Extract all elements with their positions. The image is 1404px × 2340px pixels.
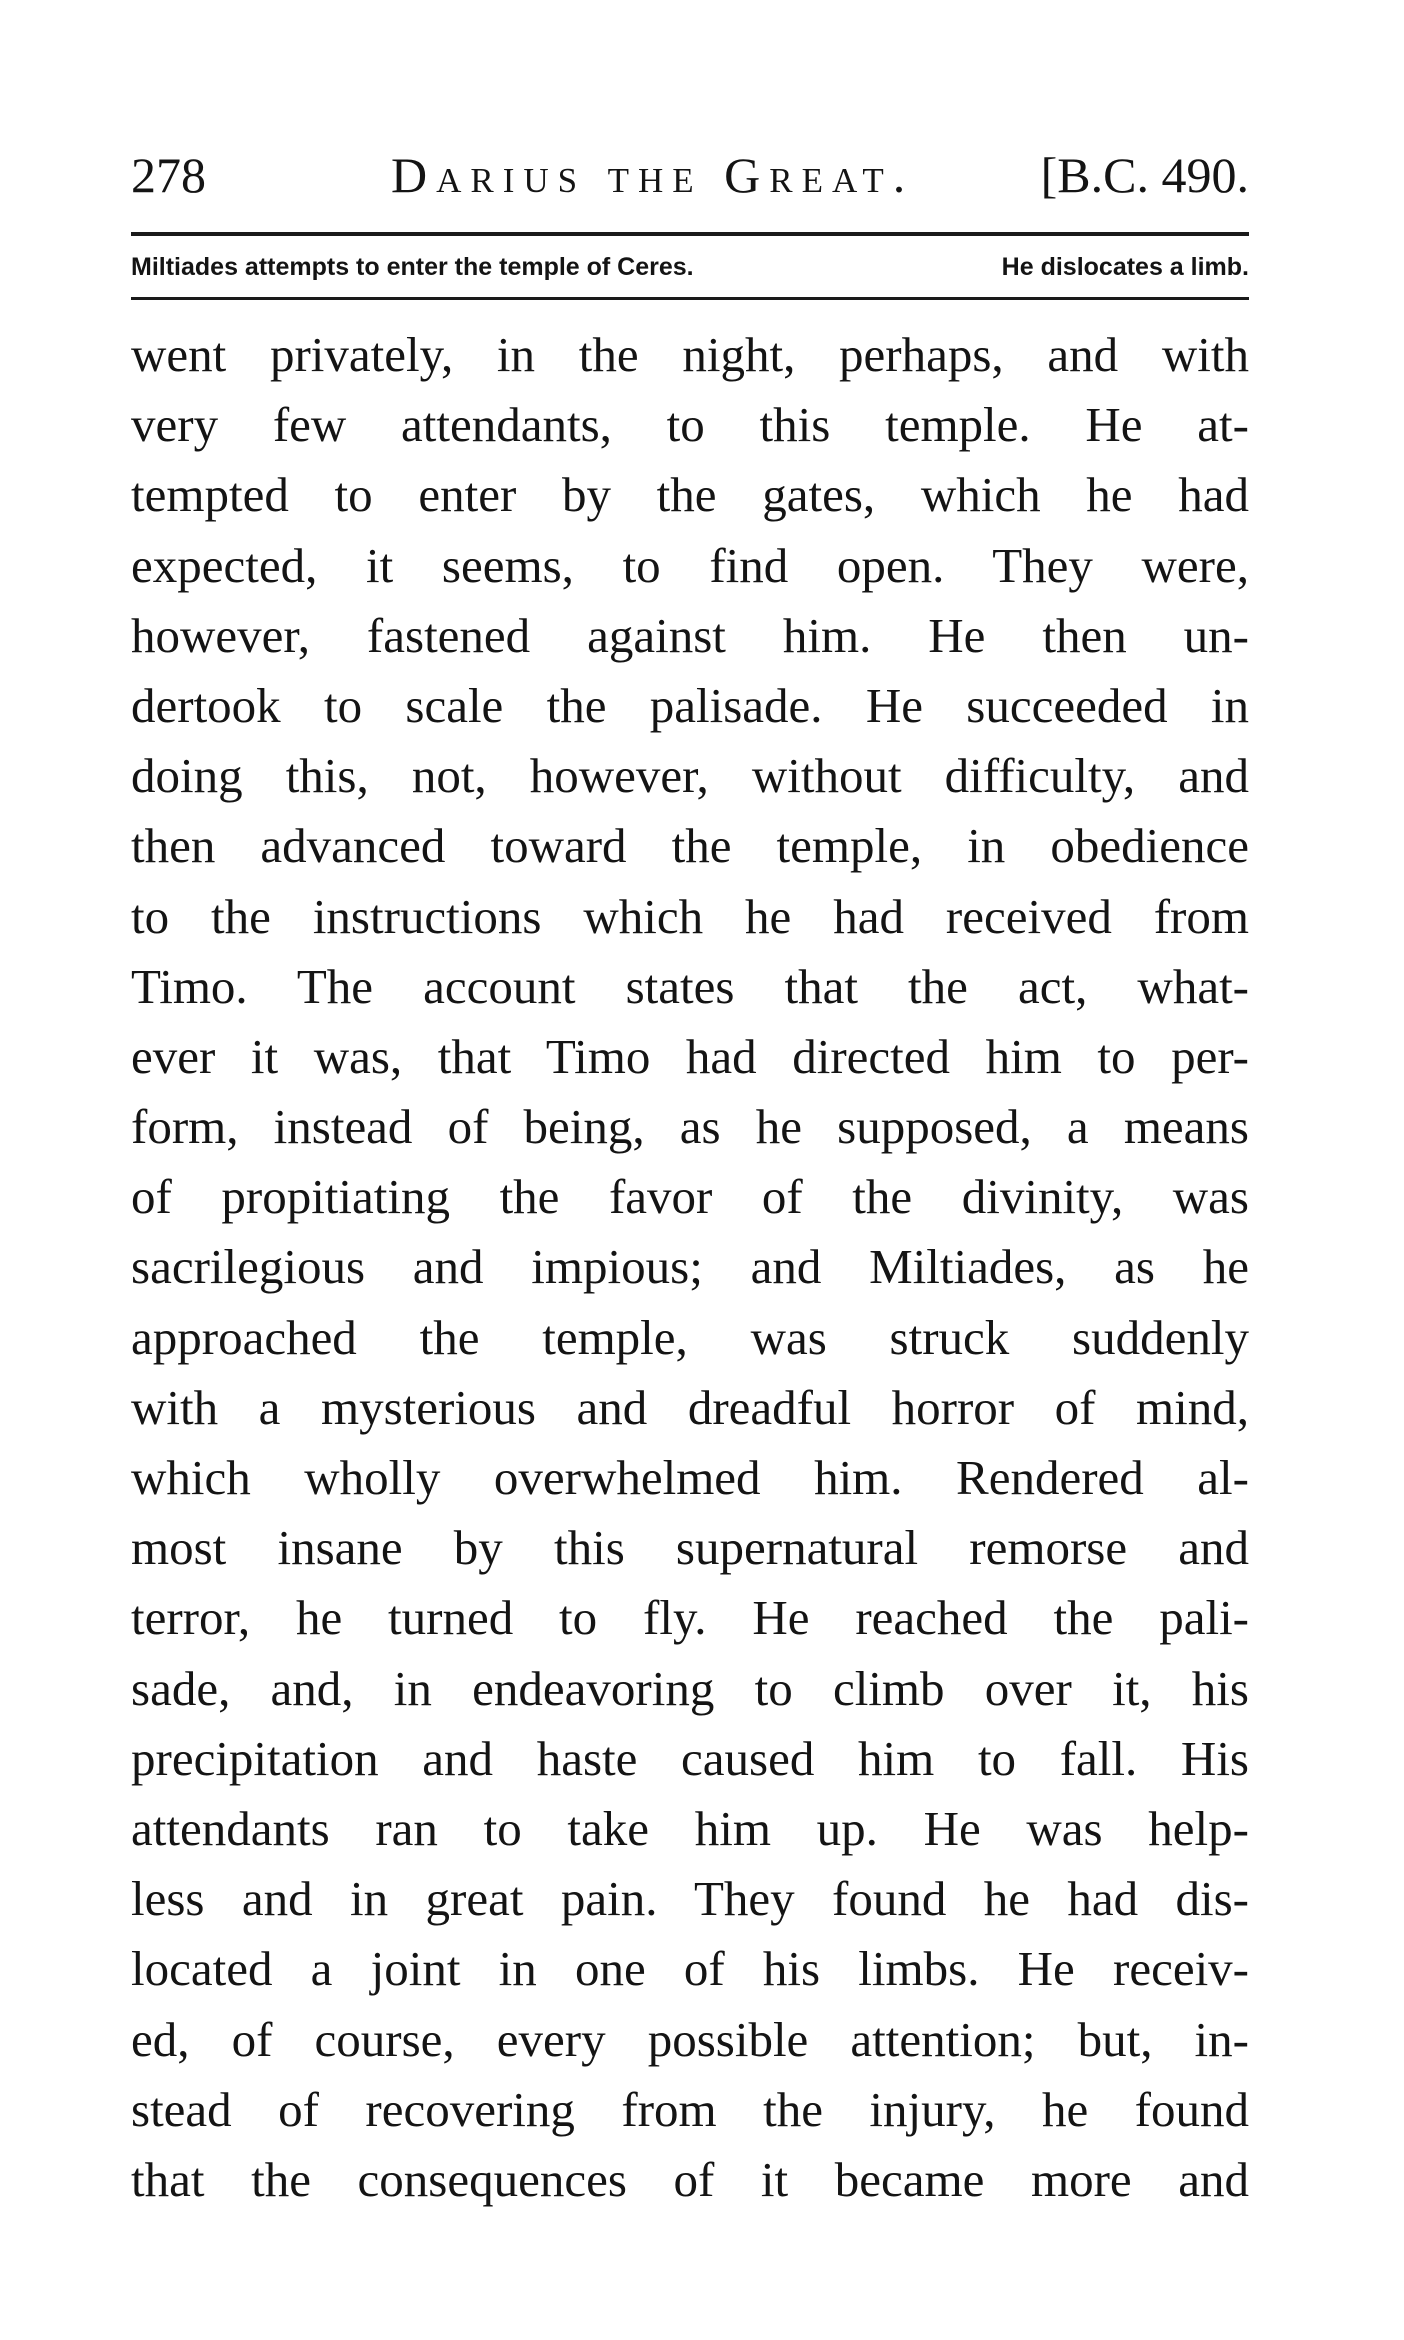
- text-line: most insane by this supernatural remorse and: [131, 1520, 1249, 1576]
- text-line: with a mysterious and dreadful horror of mind,: [131, 1379, 1249, 1435]
- date-reference: [B.C. 490.: [1040, 147, 1249, 203]
- text-line: Timo. The account states that the act, what-: [131, 958, 1249, 1014]
- text-line: however, fastened against him. He then un-: [131, 607, 1249, 663]
- text-line: to the instructions which he had received from: [131, 888, 1249, 944]
- text-line: very few attendants, to this temple. He at-: [131, 397, 1249, 453]
- text-line: tempted to enter by the gates, which he had: [131, 467, 1249, 523]
- topic-right: He dislocates a limb.: [1001, 253, 1249, 281]
- text-line: doing this, not, however, without difficulty, and: [131, 748, 1249, 804]
- book-title: Darius the Great.: [391, 147, 915, 203]
- text-line: stead of recovering from the injury, he found: [131, 2081, 1249, 2137]
- text-line: of propitiating the favor of the divinity, was: [131, 1169, 1249, 1225]
- text-line: sade, and, in endeavoring to climb over it, his: [131, 1660, 1249, 1716]
- text-line: located a joint in one of his limbs. He receiv-: [131, 1941, 1249, 1997]
- text-line: precipitation and haste caused him to fall. His: [131, 1730, 1249, 1786]
- text-line: ed, of course, every possible attention; but, in-: [131, 2011, 1249, 2067]
- running-head: [131, 140, 1249, 210]
- text-line: approached the temple, was struck suddenly: [131, 1309, 1249, 1365]
- body-text: [131, 320, 1249, 2215]
- text-line: ever it was, that Timo had directed him to per-: [131, 1028, 1249, 1084]
- header-rule-bottom: [131, 297, 1249, 300]
- topic-summary-line: [131, 240, 1249, 294]
- text-line: expected, it seems, to find open. They were,: [131, 537, 1249, 593]
- header-rule-top: [131, 232, 1249, 236]
- text-line: then advanced toward the temple, in obedience: [131, 818, 1249, 874]
- text-line: went privately, in the night, perhaps, and with: [131, 327, 1249, 382]
- text-line: which wholly overwhelmed him. Rendered al-: [131, 1450, 1249, 1505]
- page-number: 278: [131, 147, 206, 203]
- text-line: less and in great pain. They found he had dis-: [131, 1871, 1249, 1927]
- text-line: attendants ran to take him up. He was help-: [131, 1800, 1249, 1856]
- text-line: sacrilegious and impious; and Miltiades, as he: [131, 1239, 1249, 1295]
- text-line: terror, he turned to fly. He reached the pali-: [131, 1590, 1249, 1646]
- text-line: dertook to scale the palisade. He succeeded in: [131, 677, 1249, 733]
- text-line: that the consequences of it became more and: [131, 2151, 1249, 2207]
- text-line: form, instead of being, as he supposed, a means: [131, 1099, 1249, 1155]
- topic-left: Miltiades attempts to enter the temple of Ceres.: [131, 253, 694, 281]
